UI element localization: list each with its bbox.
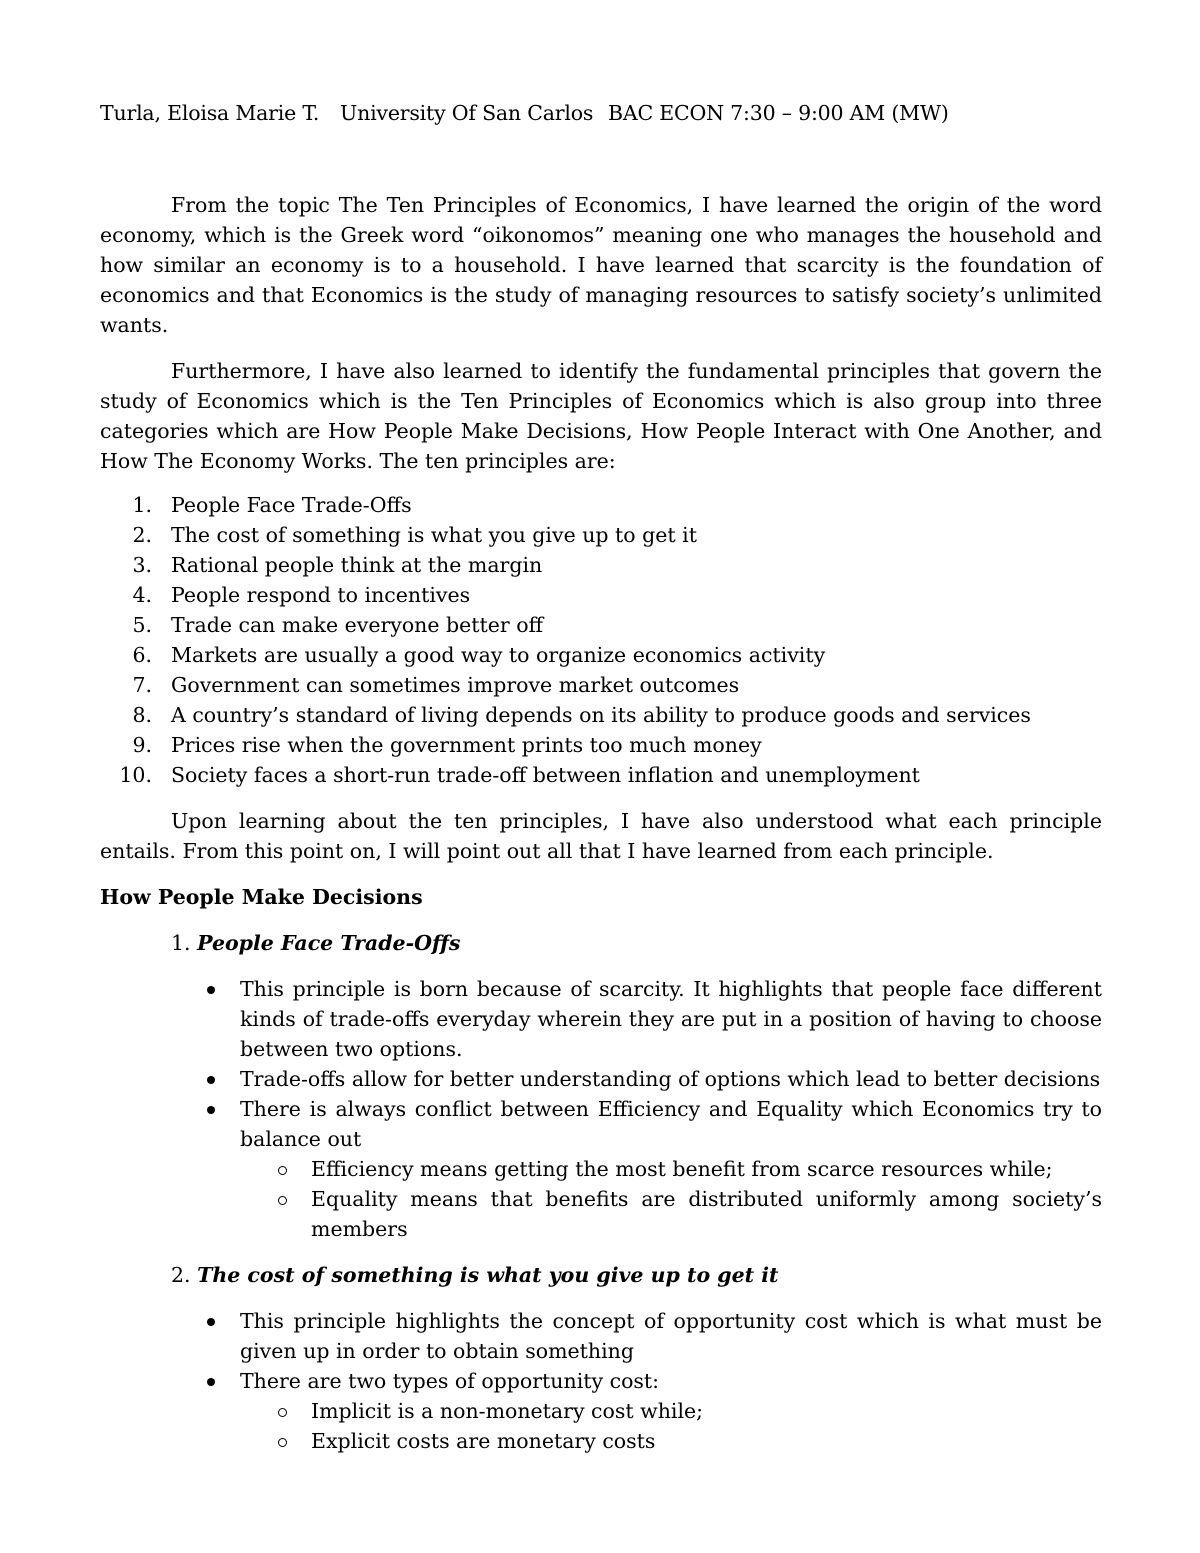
principle-1-title: 1. People Face Trade-Offs [171,931,461,955]
bullet-icon [207,1076,215,1084]
principle-2-bullets [100,1306,1102,1456]
section-heading: How People Make Decisions [100,885,423,909]
list-item: 10. Society faces a short-run trade-off between inflation and unemployment [119,763,920,787]
list-item: 4. People respond to incentives [132,583,471,607]
bullet-icon [207,1318,215,1326]
school-name: University Of San Carlos [340,101,594,125]
list-item: 8. A country’s standard of living depends on its ability to produce goods and services [132,703,1031,727]
list-item: This principle highlights the concept of opportunity cost which is what must be given up in order to obtain something [100,1306,1102,1366]
principle-1-bullets [100,974,1102,1244]
list-item: 5. Trade can make everyone better off [132,613,544,637]
list-item: Explicit costs are monetary costs [240,1426,1102,1456]
list-item: There is always conflict between Efficiency and Equality which Economics try to balance out Efficiency means getting the most benefit from scarce resources while; Equality means that benefits are distributed uniformly among society’s members [100,1094,1102,1244]
course-schedule: BAC ECON 7:30 – 9:00 AM (MW) [608,101,949,125]
principle-1-sub-bullets [240,1154,1102,1244]
list-item: 2. The cost of something is what you give up to get it [132,523,697,547]
list-item: There are two types of opportunity cost: Implicit is a non-monetary cost while; Explicit costs are monetary costs [100,1366,1102,1456]
list-item: 3. Rational people think at the margin [132,553,543,577]
circle-bullet-icon [278,1196,287,1205]
circle-bullet-icon [278,1166,287,1175]
document-header [100,98,1102,128]
categories-paragraph: Furthermore, I have also learned to identify the fundamental principles that govern the study of Economics which is the Ten Principles of Economics which is also group into three categories which are How People Make Decisions, How People Interact with One Another, and How The Economy Works. The ten principles are: [100,359,1102,473]
list-item: This principle is born because of scarcity. It highlights that people face different kinds of trade-offs everyday wherein they are put in a position of having to choose between two options. [100,974,1102,1064]
list-item: 9. Prices rise when the government prints too much money [132,733,762,757]
principle-2-title: 2. The cost of something is what you give up to get it [171,1263,779,1287]
principles-list [100,490,1102,790]
bullet-icon [207,1378,215,1386]
list-item: 6. Markets are usually a good way to organize economics activity [132,643,826,667]
list-item: Trade-offs allow for better understanding of options which lead to better decisions [100,1064,1102,1094]
circle-bullet-icon [278,1408,287,1417]
list-item: Implicit is a non-monetary cost while; [240,1396,1102,1426]
bullet-icon [207,1106,215,1114]
list-item: 7. Government can sometimes improve market outcomes [132,673,740,697]
intro-paragraph: From the topic The Ten Principles of Economics, I have learned the origin of the word economy, which is the Greek word “oikonomos” meaning one who manages the household and how similar an economy is to a household. I have learned that scarcity is the foundation of economics and that Economics is the study of managing resources to satisfy society’s unlimited wants. [100,193,1102,337]
student-name: Turla, Eloisa Marie T. [100,101,320,125]
document-page [100,98,1102,1456]
after-list-paragraph: Upon learning about the ten principles, I have also understood what each principle entails. From this point on, I will point out all that I have learned from each principle. [100,809,1102,863]
list-item: 1. People Face Trade-Offs [132,493,412,517]
list-item: Equality means that benefits are distributed uniformly among society’s members [240,1184,1102,1244]
circle-bullet-icon [278,1438,287,1447]
bullet-icon [207,986,215,994]
list-item: Efficiency means getting the most benefit from scarce resources while; [240,1154,1102,1184]
principle-2-sub-bullets [240,1396,1102,1456]
